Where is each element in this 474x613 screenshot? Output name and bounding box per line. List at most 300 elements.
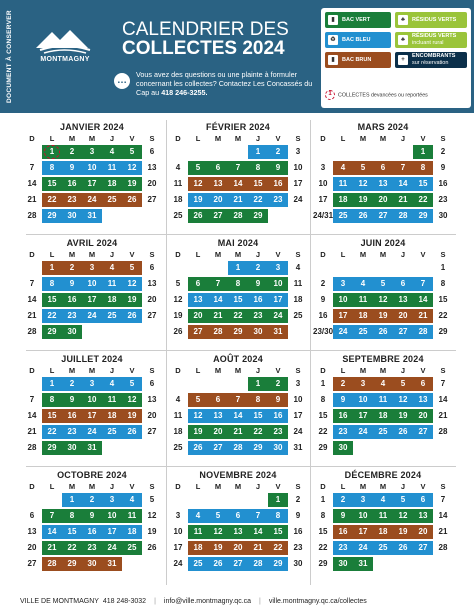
weekday-label: D bbox=[175, 366, 181, 375]
day-cell: 15 bbox=[62, 525, 82, 540]
day-cell: 16 bbox=[293, 526, 303, 536]
weekday-label: M bbox=[379, 250, 387, 259]
day-cell: 5 bbox=[353, 161, 373, 176]
day-cell: 20 bbox=[188, 309, 208, 324]
day-cell: 12 bbox=[173, 294, 183, 304]
day-cell: 30 bbox=[438, 210, 448, 220]
day-cell: 6 bbox=[373, 161, 393, 176]
weekday-label: L bbox=[195, 134, 201, 143]
day-cell bbox=[228, 145, 248, 160]
weekday-label: M bbox=[214, 366, 222, 375]
day-cell: 30 bbox=[62, 441, 82, 456]
footer-separator: | bbox=[154, 597, 156, 605]
day-cell: 3 bbox=[295, 146, 301, 156]
weekday-label: M bbox=[68, 366, 76, 375]
weekday-label: V bbox=[275, 366, 281, 375]
day-cell: 1 bbox=[248, 377, 268, 392]
week-row bbox=[22, 509, 162, 524]
legend-rural-label-1: RÉSIDUS VERTS bbox=[412, 33, 457, 39]
week-row bbox=[313, 209, 453, 224]
day-cell: 23 bbox=[268, 193, 288, 208]
day-cell: 27 bbox=[393, 325, 413, 340]
day-cell: 11 bbox=[293, 278, 303, 288]
day-cell: 20 bbox=[413, 409, 433, 424]
day-cell: 3 bbox=[82, 377, 102, 392]
week-row bbox=[168, 557, 308, 572]
weekday-label: D bbox=[175, 482, 181, 491]
week-row bbox=[168, 277, 308, 292]
day-cell: 7 bbox=[29, 394, 35, 404]
title-line-2: COLLECTES 2024 bbox=[122, 38, 285, 59]
day-cell: 12 bbox=[353, 177, 373, 192]
day-cell: 15 bbox=[228, 293, 248, 308]
day-cell: 6 bbox=[413, 377, 433, 392]
day-cell: 23 bbox=[268, 425, 288, 440]
day-cell: 27 bbox=[228, 557, 248, 572]
day-cell: 16 bbox=[82, 525, 102, 540]
weekday-label: D bbox=[320, 366, 326, 375]
day-cell: 24 bbox=[353, 425, 373, 440]
day-cell: 31 bbox=[102, 557, 122, 572]
week-row bbox=[168, 145, 308, 160]
legend-bac-vert bbox=[325, 12, 391, 28]
day-cell: 3 bbox=[295, 378, 301, 388]
weekday-header bbox=[313, 366, 453, 375]
weekday-label: D bbox=[320, 482, 326, 491]
legend-bac-brun-label: BAC BRUN bbox=[342, 57, 372, 63]
montmagny-logo bbox=[30, 24, 98, 72]
week-row bbox=[313, 441, 453, 456]
day-cell: 19 bbox=[393, 525, 413, 540]
day-cell: 2 bbox=[62, 377, 82, 392]
footer-city bbox=[20, 598, 146, 605]
month-calendar bbox=[22, 470, 162, 571]
day-cell: 16 bbox=[318, 310, 328, 320]
weekday-label: V bbox=[129, 366, 135, 375]
day-cell bbox=[188, 261, 208, 276]
day-cell: 11 bbox=[173, 410, 183, 420]
day-cell: 3 bbox=[268, 261, 288, 276]
week-row bbox=[22, 261, 162, 276]
weekday-label: L bbox=[195, 482, 201, 491]
compost-icon: ▮ bbox=[328, 55, 338, 65]
day-cell bbox=[353, 145, 373, 160]
day-cell bbox=[333, 261, 353, 276]
day-cell: 12 bbox=[122, 161, 142, 176]
day-cell: 14 bbox=[438, 394, 448, 404]
day-cell bbox=[248, 493, 268, 508]
week-row bbox=[168, 325, 308, 340]
day-cell: 1 bbox=[42, 377, 62, 392]
weekday-header bbox=[168, 134, 308, 143]
footer bbox=[20, 592, 470, 610]
week-row bbox=[313, 325, 453, 340]
weekday-header bbox=[313, 250, 453, 259]
week-row bbox=[313, 277, 453, 292]
day-cell: 16 bbox=[62, 293, 82, 308]
contact-info bbox=[136, 70, 316, 97]
day-cell: 26 bbox=[393, 541, 413, 556]
day-cell: 27 bbox=[147, 194, 157, 204]
legend-residus-verts-rural bbox=[395, 32, 467, 48]
day-cell: 29 bbox=[318, 558, 328, 568]
day-cell: 6 bbox=[208, 161, 228, 176]
legend-panel bbox=[321, 8, 471, 108]
day-cell: 20 bbox=[27, 542, 37, 552]
day-cell: 21 bbox=[208, 309, 228, 324]
day-cell: 29 bbox=[62, 557, 82, 572]
day-cell: 11 bbox=[373, 393, 393, 408]
day-cell bbox=[208, 377, 228, 392]
day-cell bbox=[188, 145, 208, 160]
weekday-label: D bbox=[175, 134, 181, 143]
day-cell bbox=[142, 557, 162, 572]
weekday-label: J bbox=[255, 134, 261, 143]
day-cell: 18 bbox=[102, 177, 122, 192]
day-cell bbox=[208, 493, 228, 508]
day-cell: 15 bbox=[318, 526, 328, 536]
day-cell: 8 bbox=[42, 161, 62, 176]
day-cell: 27 bbox=[413, 541, 433, 556]
month-calendar bbox=[22, 354, 162, 455]
week-row bbox=[313, 493, 453, 508]
day-cell: 1 bbox=[42, 145, 62, 160]
weekday-label: M bbox=[359, 366, 367, 375]
weekday-label: J bbox=[400, 250, 406, 259]
day-cell: 25 bbox=[373, 541, 393, 556]
weekday-label: M bbox=[88, 134, 96, 143]
day-cell bbox=[208, 145, 228, 160]
month-calendar bbox=[313, 470, 453, 571]
day-cell: 26 bbox=[208, 557, 228, 572]
weekday-label: J bbox=[255, 366, 261, 375]
day-cell: 27 bbox=[147, 426, 157, 436]
day-cell: 21 bbox=[27, 194, 37, 204]
week-row bbox=[168, 425, 308, 440]
day-cell: 20 bbox=[413, 525, 433, 540]
day-cell: 4 bbox=[373, 493, 393, 508]
week-row bbox=[22, 161, 162, 176]
day-cell bbox=[22, 261, 42, 276]
day-cell: 10 bbox=[82, 277, 102, 292]
day-cell: 4 bbox=[295, 262, 301, 272]
day-cell: 17 bbox=[293, 178, 303, 188]
day-cell: 19 bbox=[147, 526, 157, 536]
day-cell: 28 bbox=[228, 209, 248, 224]
day-cell: 11 bbox=[373, 509, 393, 524]
weekday-label: L bbox=[195, 250, 201, 259]
row-divider bbox=[26, 234, 456, 235]
week-row bbox=[313, 557, 453, 572]
day-cell: 16 bbox=[62, 409, 82, 424]
day-cell: 14 bbox=[413, 293, 433, 308]
day-cell: 26 bbox=[393, 425, 413, 440]
day-cell: 20 bbox=[228, 541, 248, 556]
week-row bbox=[313, 261, 453, 276]
weekday-label: L bbox=[340, 482, 346, 491]
day-cell: 24 bbox=[102, 541, 122, 556]
weekday-label: L bbox=[340, 366, 346, 375]
header-banner bbox=[0, 0, 474, 113]
day-cell bbox=[413, 441, 433, 456]
day-cell: 7 bbox=[413, 277, 433, 292]
day-cell: 21 bbox=[438, 526, 448, 536]
weekday-label: J bbox=[109, 482, 115, 491]
day-cell: 26 bbox=[122, 425, 142, 440]
weekday-label: M bbox=[234, 482, 242, 491]
recycle-icon: ♻ bbox=[328, 35, 338, 45]
day-cell: 23 bbox=[62, 309, 82, 324]
day-cell: 18 bbox=[173, 194, 183, 204]
week-row bbox=[313, 193, 453, 208]
day-cell: 1 bbox=[320, 378, 326, 388]
day-cell: 15 bbox=[268, 525, 288, 540]
day-cell: 8 bbox=[248, 393, 268, 408]
dashed-circle-icon: 1 bbox=[325, 90, 335, 100]
day-cell: 1 bbox=[248, 145, 268, 160]
month-title: AOÛT 2024 bbox=[213, 354, 263, 364]
leaf-icon: ♣ bbox=[398, 15, 408, 25]
leaf-icon: ♣ bbox=[398, 35, 408, 45]
day-cell: 22 bbox=[248, 425, 268, 440]
day-cell: 11 bbox=[173, 178, 183, 188]
day-cell: 27 bbox=[208, 209, 228, 224]
week-row bbox=[22, 557, 162, 572]
day-cell: 24 bbox=[82, 193, 102, 208]
weekday-label: D bbox=[29, 482, 35, 491]
day-cell bbox=[102, 325, 122, 340]
day-cell: 14 bbox=[438, 510, 448, 520]
legend-bac-bleu bbox=[325, 32, 391, 48]
day-cell bbox=[288, 209, 308, 224]
day-cell bbox=[168, 493, 188, 508]
page-title bbox=[122, 20, 302, 58]
week-row bbox=[313, 377, 453, 392]
day-cell: 23 bbox=[293, 542, 303, 552]
day-cell: 26 bbox=[373, 325, 393, 340]
day-cell: 5 bbox=[122, 145, 142, 160]
day-cell bbox=[373, 441, 393, 456]
day-cell: 3 bbox=[353, 377, 373, 392]
weekday-header bbox=[313, 482, 453, 491]
day-cell: 17 bbox=[102, 525, 122, 540]
day-cell: 3 bbox=[82, 145, 102, 160]
day-cell: 2 bbox=[82, 493, 102, 508]
day-cell: 20 bbox=[393, 309, 413, 324]
day-cell: 17 bbox=[82, 177, 102, 192]
day-cell bbox=[268, 209, 288, 224]
footer-email[interactable]: info@ville.montmagny.qc.ca bbox=[163, 597, 252, 605]
weekday-label: J bbox=[255, 250, 261, 259]
month-title: JANVIER 2024 bbox=[60, 122, 124, 132]
day-cell: 11 bbox=[188, 525, 208, 540]
day-cell: 21 bbox=[413, 309, 433, 324]
day-cell bbox=[393, 261, 413, 276]
week-row bbox=[22, 377, 162, 392]
footer-url[interactable]: ville.montmagny.qc.ca/collectes bbox=[268, 597, 367, 605]
day-cell bbox=[413, 261, 433, 276]
day-cell: 13 bbox=[208, 409, 228, 424]
weekday-label: J bbox=[400, 482, 406, 491]
week-row bbox=[168, 393, 308, 408]
day-cell: 6 bbox=[393, 277, 413, 292]
day-cell: 24 bbox=[173, 558, 183, 568]
day-cell: 22 bbox=[318, 542, 328, 552]
day-cell: 5 bbox=[149, 494, 155, 504]
day-cell: 1 bbox=[42, 261, 62, 276]
weekday-label: V bbox=[275, 250, 281, 259]
day-cell: 7 bbox=[248, 509, 268, 524]
day-cell: 8 bbox=[248, 161, 268, 176]
day-cell: 23 bbox=[333, 425, 353, 440]
day-cell: 13 bbox=[228, 525, 248, 540]
day-cell bbox=[168, 261, 188, 276]
day-cell: 30 bbox=[62, 209, 82, 224]
weekday-label: L bbox=[340, 250, 346, 259]
day-cell: 5 bbox=[393, 377, 413, 392]
weekday-label: M bbox=[379, 482, 387, 491]
day-cell: 8 bbox=[268, 509, 288, 524]
day-cell: 21 bbox=[42, 541, 62, 556]
day-cell: 3 bbox=[102, 493, 122, 508]
day-cell: 9 bbox=[333, 393, 353, 408]
day-cell: 16 bbox=[438, 178, 448, 188]
day-cell: 9 bbox=[295, 510, 301, 520]
weekday-label: S bbox=[440, 366, 446, 375]
weekday-header bbox=[168, 250, 308, 259]
weekday-label: M bbox=[379, 366, 387, 375]
month-calendar bbox=[168, 238, 308, 339]
day-cell: 2 bbox=[295, 494, 301, 504]
day-cell: 19 bbox=[208, 541, 228, 556]
day-cell: 13 bbox=[413, 393, 433, 408]
question-phone: 418 246-3255. bbox=[161, 88, 208, 97]
week-row bbox=[168, 193, 308, 208]
day-cell: 5 bbox=[122, 261, 142, 276]
day-cell: 14 bbox=[228, 177, 248, 192]
day-cell: 24 bbox=[293, 426, 303, 436]
day-cell: 5 bbox=[373, 277, 393, 292]
day-cell: 4 bbox=[333, 161, 353, 176]
month-title: AVRIL 2024 bbox=[66, 238, 118, 248]
day-cell: 26 bbox=[122, 193, 142, 208]
day-cell: 6 bbox=[29, 510, 35, 520]
week-row bbox=[168, 161, 308, 176]
day-cell: 1 bbox=[268, 493, 288, 508]
weekday-label: D bbox=[175, 250, 181, 259]
month-title: MARS 2024 bbox=[357, 122, 409, 132]
day-cell: 29 bbox=[318, 442, 328, 452]
day-cell: 17 bbox=[333, 309, 353, 324]
weekday-header bbox=[168, 366, 308, 375]
week-row bbox=[313, 293, 453, 308]
day-cell: 29 bbox=[438, 326, 448, 336]
plus-icon: + bbox=[398, 55, 408, 65]
day-cell bbox=[22, 377, 42, 392]
day-cell: 10 bbox=[82, 161, 102, 176]
day-cell: 23 bbox=[248, 309, 268, 324]
day-cell: 23/30 bbox=[313, 326, 334, 336]
weekday-header bbox=[313, 134, 453, 143]
legend-encombrants-label-1: ENCOMBRANTS bbox=[412, 53, 456, 59]
day-cell: 7 bbox=[29, 162, 35, 172]
day-cell: 25 bbox=[102, 425, 122, 440]
week-row bbox=[168, 509, 308, 524]
day-cell: 6 bbox=[228, 509, 248, 524]
weekday-label: M bbox=[359, 250, 367, 259]
day-cell: 16 bbox=[268, 177, 288, 192]
month-title: JUILLET 2024 bbox=[61, 354, 123, 364]
column-divider bbox=[166, 120, 167, 585]
week-row bbox=[22, 409, 162, 424]
day-cell: 4 bbox=[175, 394, 181, 404]
day-cell bbox=[188, 377, 208, 392]
day-cell: 4 bbox=[102, 261, 122, 276]
weekday-label: J bbox=[109, 366, 115, 375]
month-calendar bbox=[22, 238, 162, 339]
week-row bbox=[22, 309, 162, 324]
day-cell bbox=[393, 557, 413, 572]
day-cell: 10 bbox=[293, 162, 303, 172]
day-cell: 3 bbox=[353, 493, 373, 508]
day-cell: 28 bbox=[248, 557, 268, 572]
weekday-label: S bbox=[149, 482, 155, 491]
week-row bbox=[22, 293, 162, 308]
day-cell bbox=[22, 493, 42, 508]
day-cell: 22 bbox=[228, 309, 248, 324]
day-cell: 7 bbox=[228, 161, 248, 176]
day-cell: 12 bbox=[393, 509, 413, 524]
week-row bbox=[313, 541, 453, 556]
day-cell: 25 bbox=[102, 309, 122, 324]
day-cell: 10 bbox=[173, 526, 183, 536]
month-title: JUIN 2024 bbox=[360, 238, 406, 248]
day-cell: 28 bbox=[42, 557, 62, 572]
weekday-header bbox=[22, 134, 162, 143]
day-cell: 25 bbox=[353, 325, 373, 340]
day-cell: 18 bbox=[102, 293, 122, 308]
day-cell: 22 bbox=[438, 310, 448, 320]
week-row bbox=[22, 145, 162, 160]
day-cell: 25 bbox=[102, 193, 122, 208]
month-title: DÉCEMBRE 2024 bbox=[344, 470, 422, 480]
day-cell: 14 bbox=[27, 410, 37, 420]
day-cell: 9 bbox=[62, 393, 82, 408]
day-cell: 6 bbox=[413, 493, 433, 508]
week-row bbox=[168, 541, 308, 556]
day-cell: 19 bbox=[393, 409, 413, 424]
day-cell: 12 bbox=[122, 277, 142, 292]
day-cell: 14 bbox=[208, 293, 228, 308]
week-row bbox=[22, 193, 162, 208]
day-cell: 13 bbox=[393, 293, 413, 308]
day-cell: 14 bbox=[27, 178, 37, 188]
day-cell: 21 bbox=[228, 193, 248, 208]
day-cell: 25 bbox=[122, 541, 142, 556]
legend-encombrants bbox=[395, 52, 467, 68]
weekday-label: L bbox=[49, 482, 55, 491]
day-cell bbox=[413, 557, 433, 572]
month-calendar bbox=[168, 470, 308, 571]
weekday-label: S bbox=[295, 366, 301, 375]
day-cell bbox=[433, 557, 453, 572]
day-cell: 1 bbox=[62, 493, 82, 508]
day-cell: 4 bbox=[188, 509, 208, 524]
day-cell bbox=[228, 493, 248, 508]
day-cell: 4 bbox=[353, 277, 373, 292]
day-cell: 20 bbox=[373, 193, 393, 208]
weekday-label: D bbox=[29, 366, 35, 375]
